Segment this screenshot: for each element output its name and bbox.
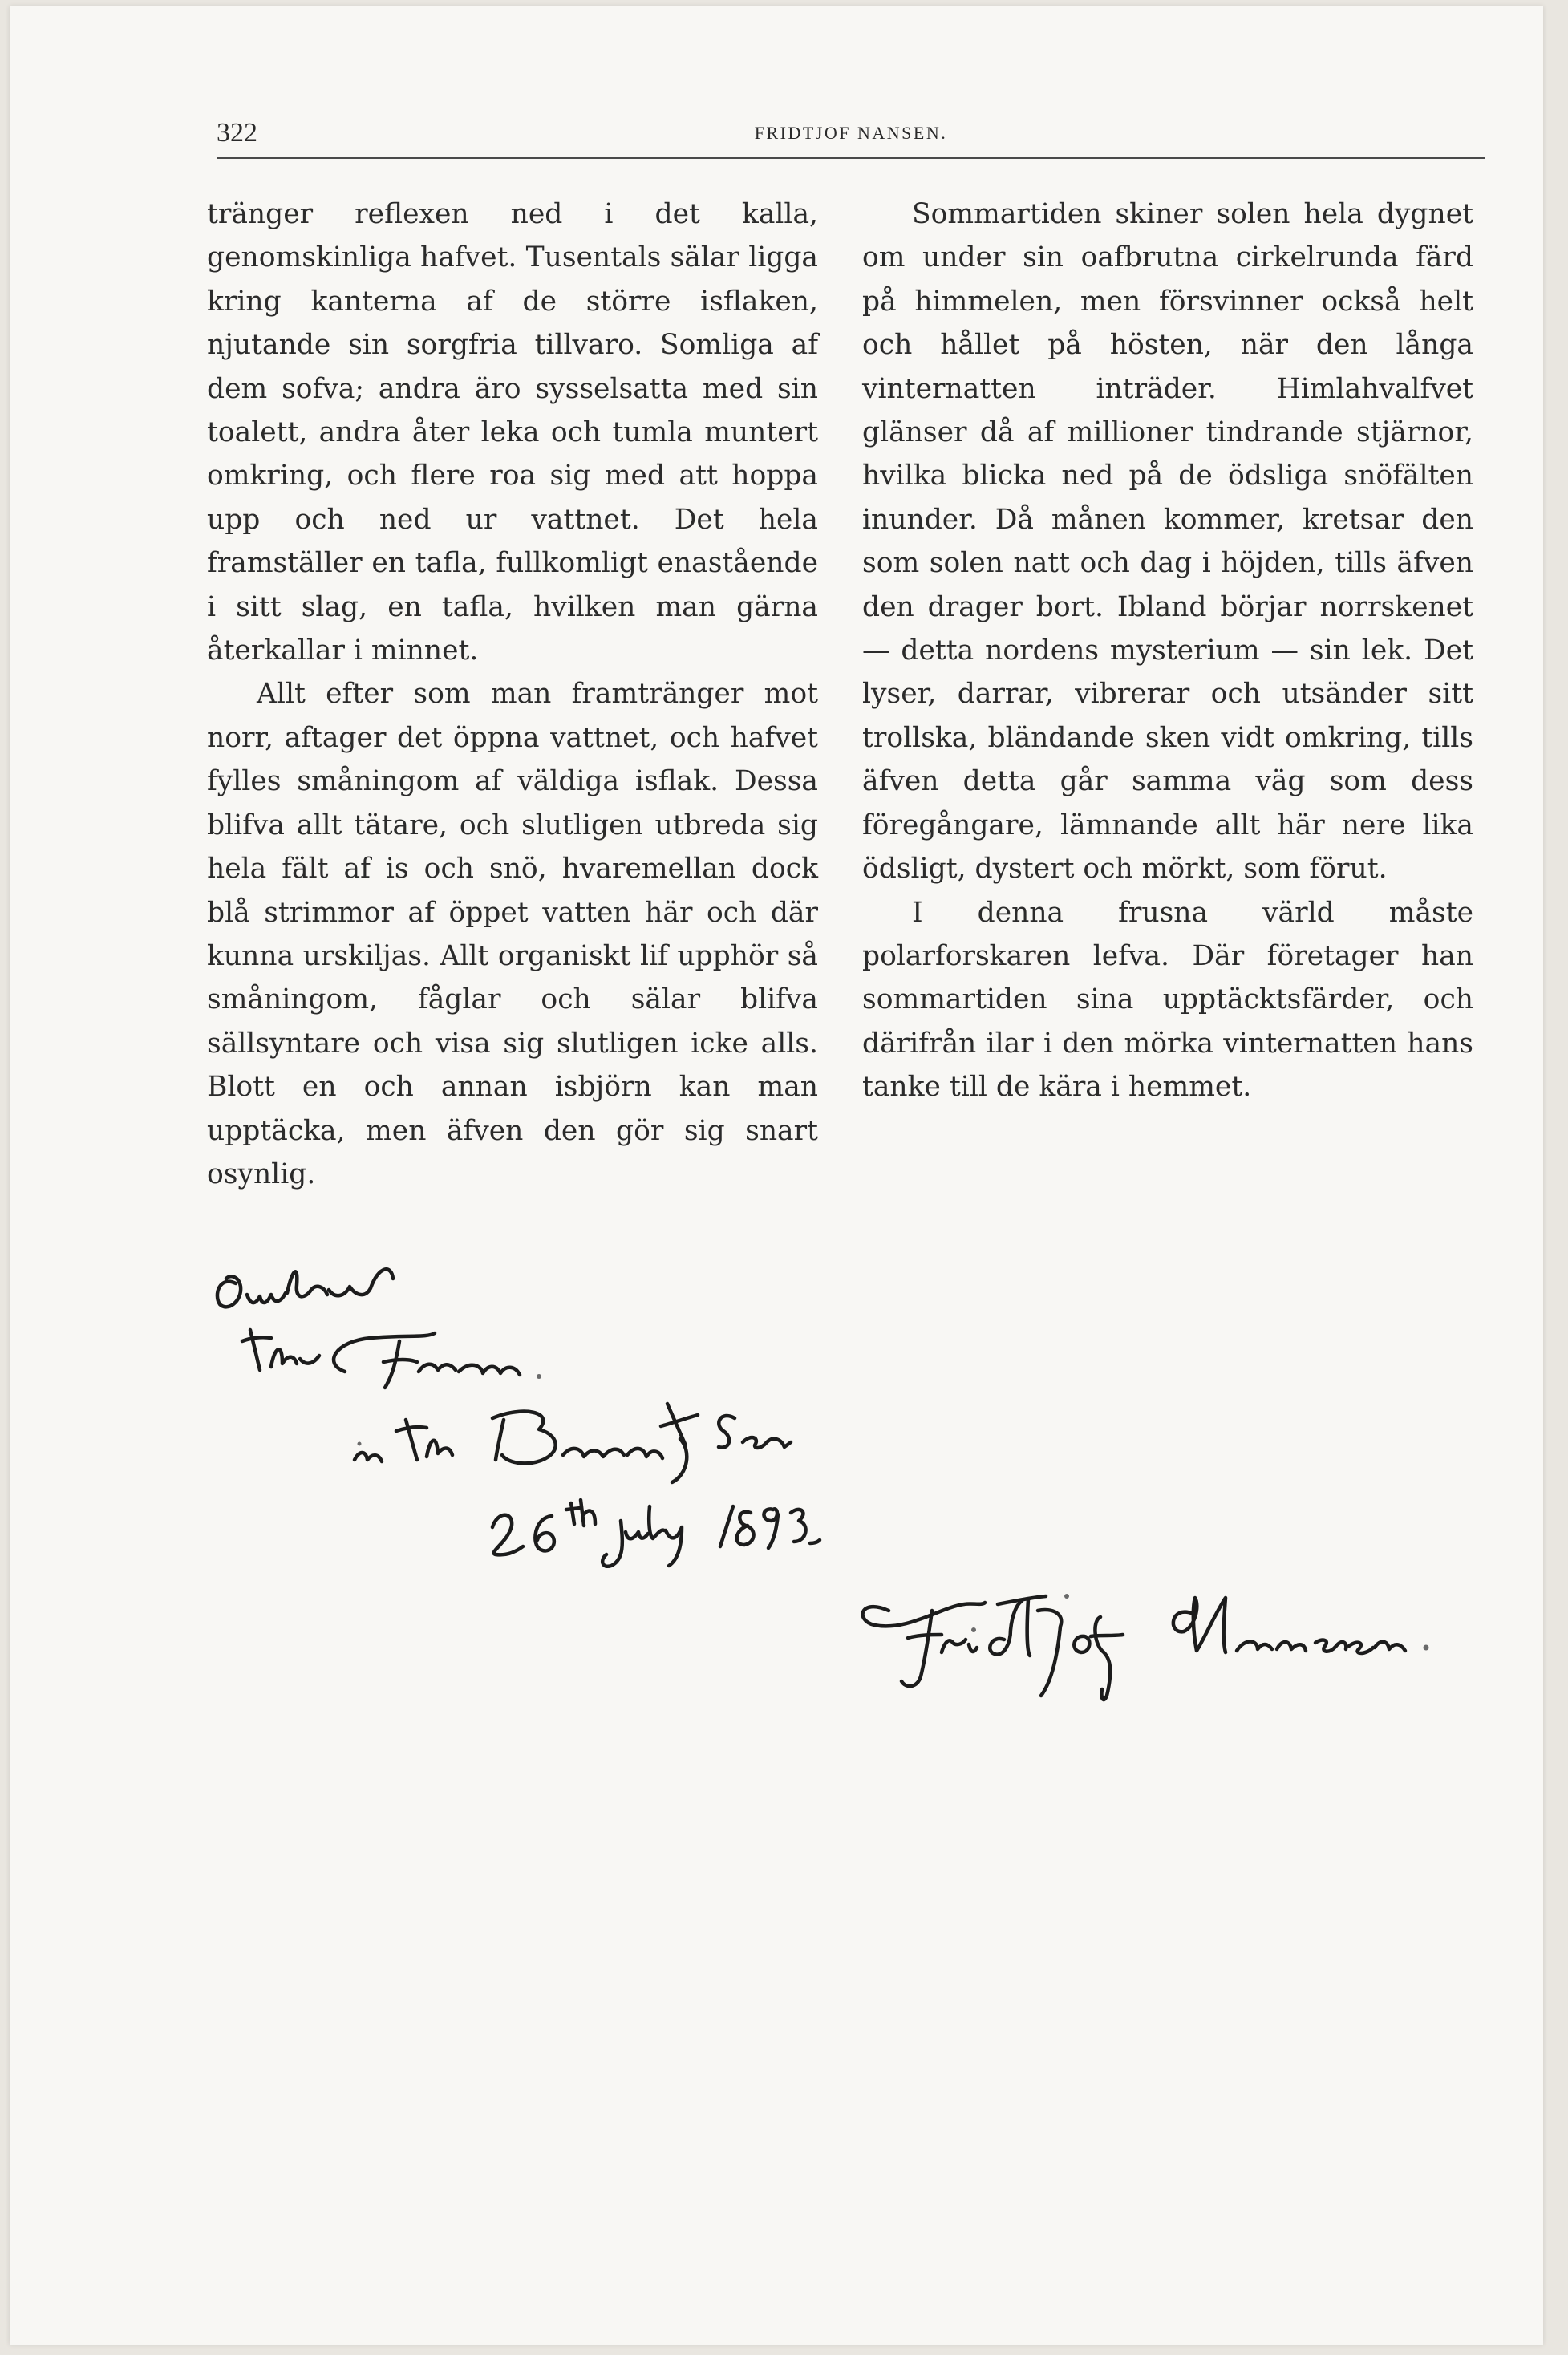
running-title: FRIDTJOF NANSEN. <box>754 123 948 143</box>
signature-fridtjof-nansen <box>863 1594 1429 1700</box>
paragraph: tränger reflexen ned i det kalla, genomskinliga hafvet. Tusentals sälar ligga kring kanterna af de större isflaken, njutande sin sorgfria tillvaro. Somliga af dem sofva; andra äro sysselsatta med sin toalett, andra åter leka och tumla muntert omkring, och flere roa sig med att hoppa upp och ned ur vattnet. Det hela framställer en tafla, fullkomligt enastående i sitt slag, en tafla, hvilken man gärna återkallar i minnet. <box>207 198 818 667</box>
page-number: 322 <box>217 118 257 148</box>
header-rule <box>217 157 1485 159</box>
left-text-column <box>207 193 818 1196</box>
inscription-line-date <box>492 1500 820 1567</box>
running-head <box>217 115 1485 155</box>
paragraph: Sommartiden skiner solen hela dygnet om under sin oafbrutna cirkelrunda färd på himmelen, men försvinner också helt och hållet på hösten, när den långa vinternatten inträder. Himlahvalfvet glänser då af millioner tindrande stjärnor, hvilka blicka ned på de ödsliga snöfälten inunder. Då månen kommer, kretsar den som solen natt och dag i höjden, tills äfven den drager bort. Ibland börjar norrskenet — detta nordens mysterium — sin lek. Det lyser, darrar, vibrerar och utsänder sitt trollska, bländande sken vidt omkring, tills äfven detta går samma väg som dess föregångare, lämnande allt här nere lika ödsligt, dystert och mörkt, som förut. <box>862 198 1473 886</box>
inscription-line-the-fram <box>242 1330 541 1388</box>
inscription-line-barentz-sea <box>355 1404 791 1482</box>
paragraph: Allt efter som man framtränger mot norr, aftager det öppna vattnet, och hafvet fylles småningom af väldiga isflak. Dessa blifva allt tätare, och slutligen utbreda sig hela fält af is och snö, hvaremellan dock blå strimmor af öppet vatten här och där kunna urskiljas. Allt organiskt lif upphör så småningom, fåglar och sälar blifva sällsyntare och visa sig slutligen icke alls. Blott en och annan isbjörn kan man upptäcka, men äfven den gör sig snart osynlig. <box>207 678 818 1190</box>
inscription-line-onboard <box>217 1269 393 1307</box>
book-page <box>10 6 1543 2345</box>
paragraph: I denna frusna värld måste polarforskaren lefva. Där företager han sommartiden sina upptäcktsfärder, och därifrån ilar i den mörka vinternatten hans tanke till de kära i hemmet. <box>862 896 1473 1104</box>
right-text-column <box>862 193 1473 1109</box>
